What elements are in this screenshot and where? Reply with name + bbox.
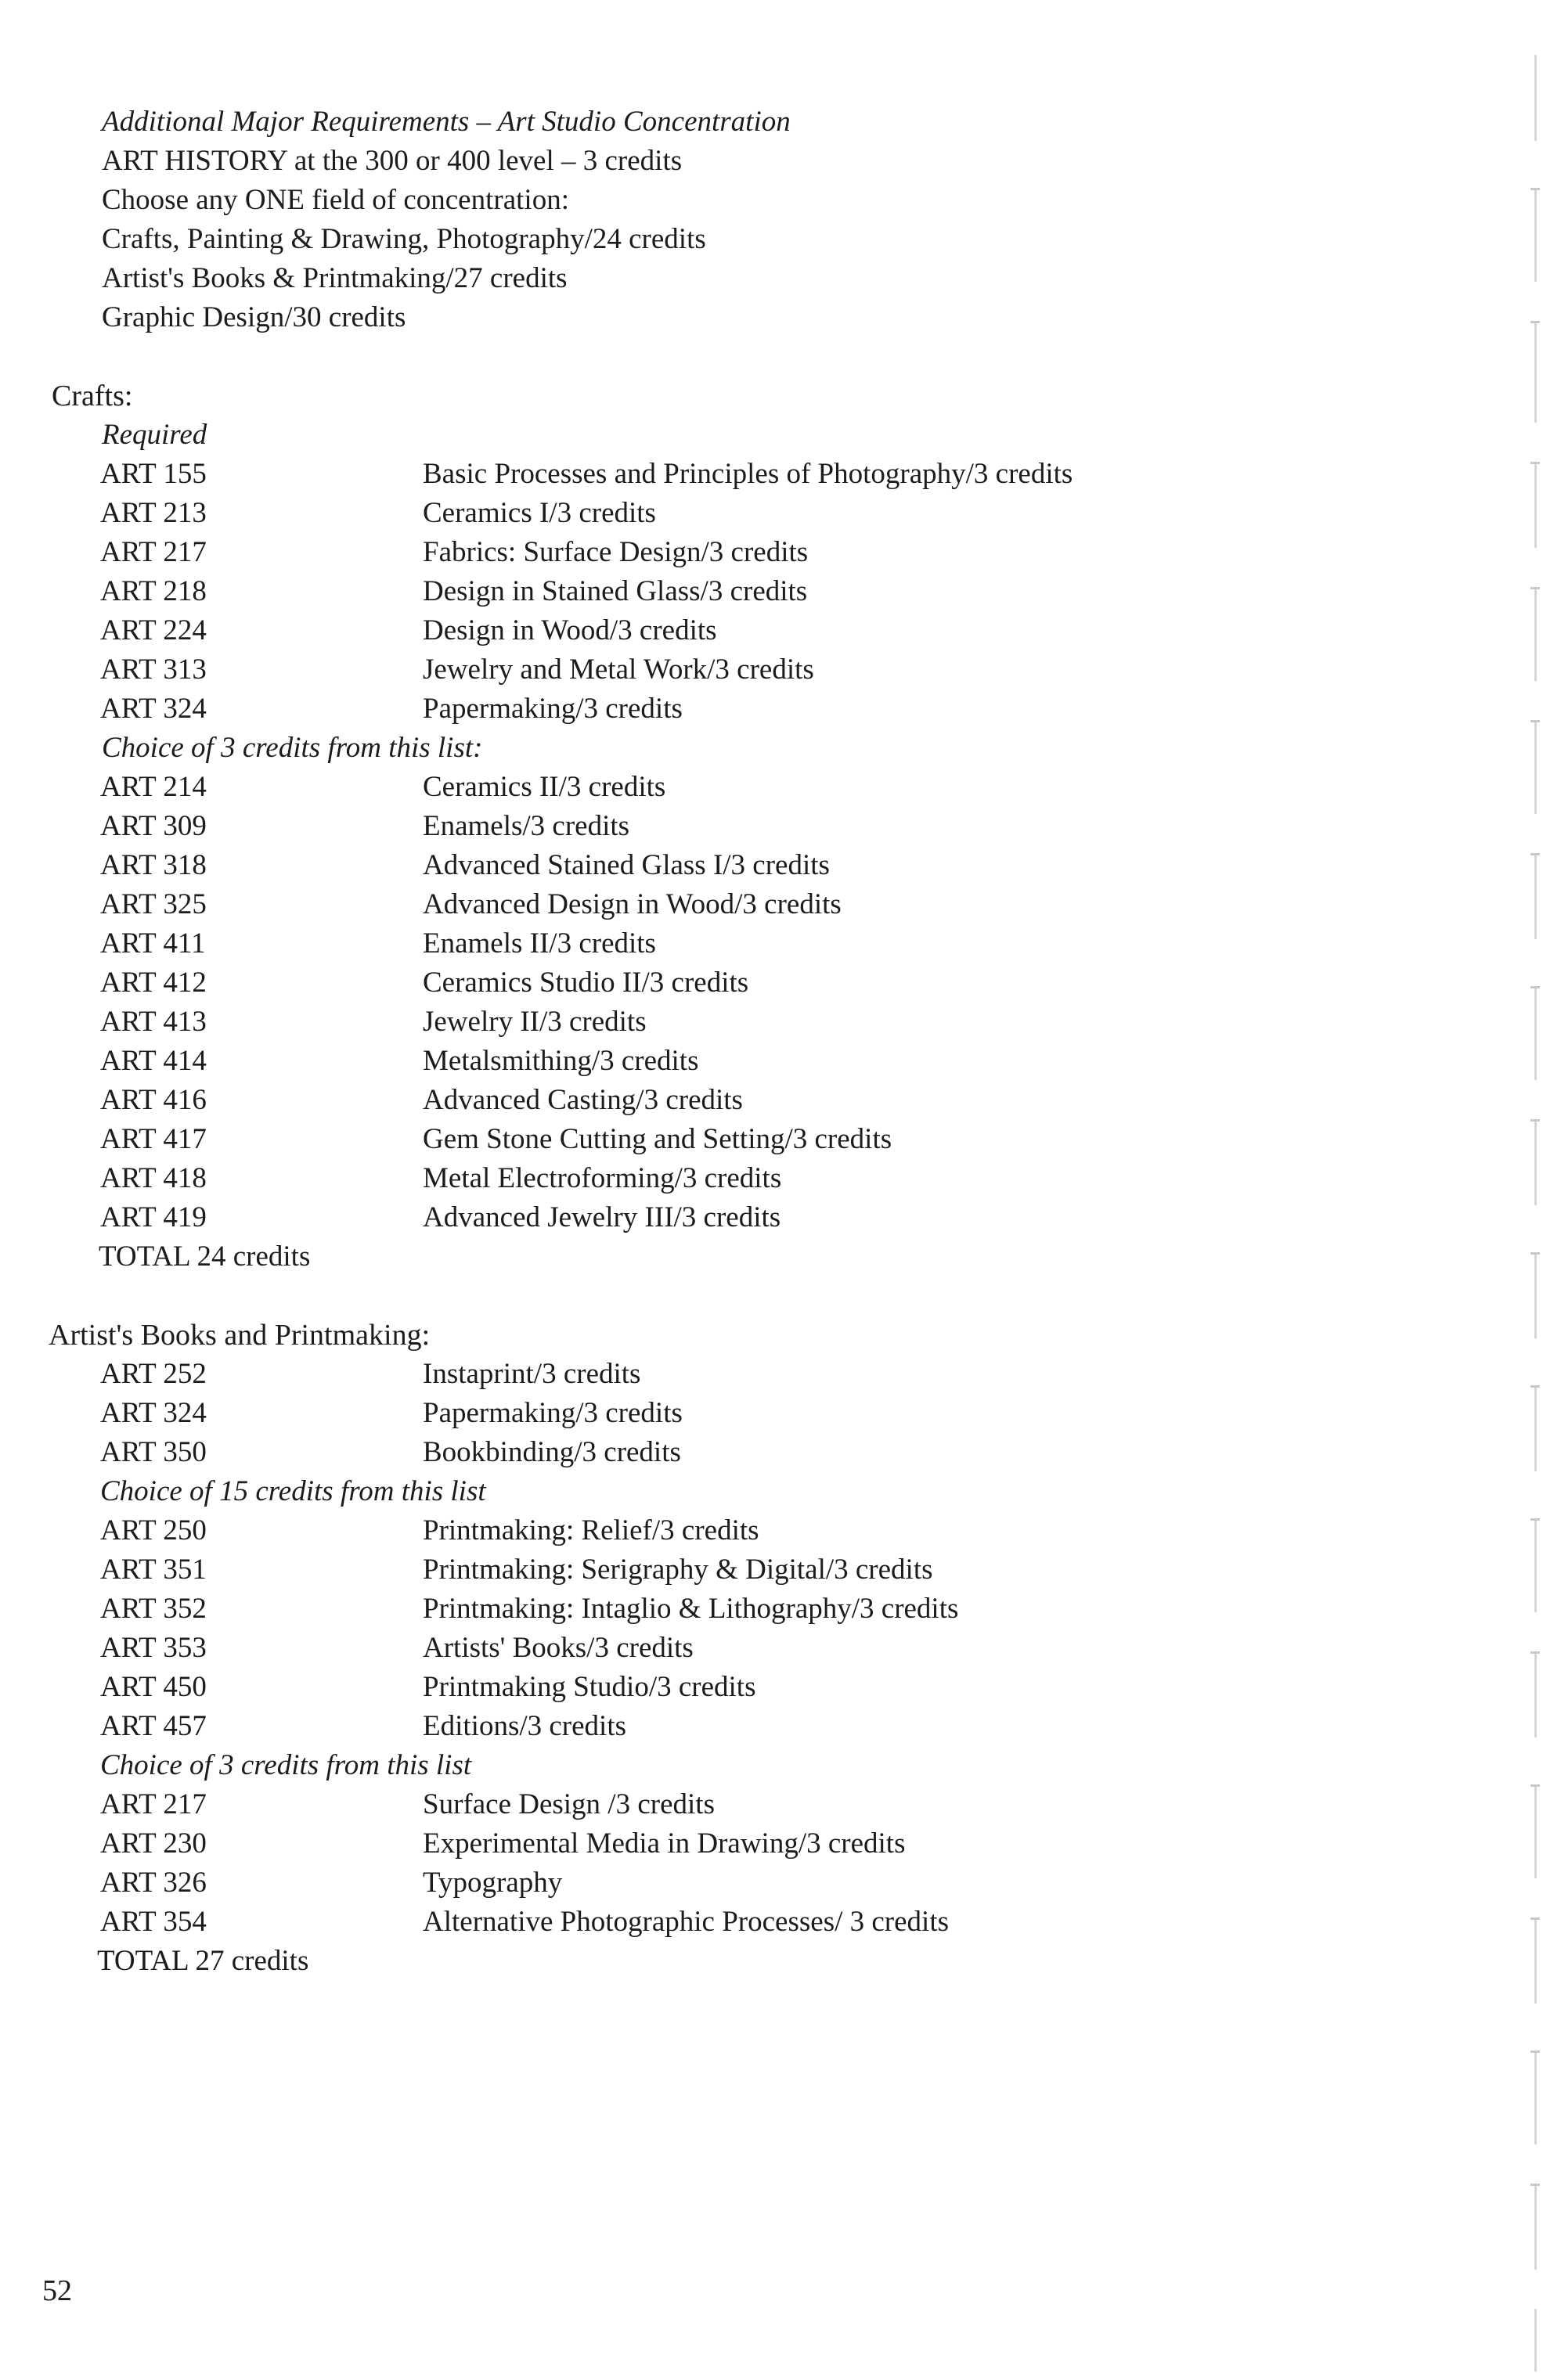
course-row: [0, 1003, 1487, 1042]
course-code: ART 250: [100, 1514, 207, 1546]
course-title: Artists' Books/3 credits: [423, 1632, 694, 1664]
course-title: Advanced Jewelry III/3 credits: [423, 1201, 781, 1233]
header-line: ART HISTORY at the 300 or 400 level – 3 credits: [102, 145, 683, 177]
scan-edge-mark: [1534, 1784, 1537, 1878]
course-title: Papermaking/3 credits: [423, 693, 683, 725]
course-title: Design in Stained Glass/3 credits: [423, 575, 808, 607]
scan-edge-tick: [1530, 2051, 1540, 2053]
artists-books-heading: Artist's Books and Printmaking:: [49, 1319, 431, 1352]
course-title: Basic Processes and Principles of Photography/3 credits: [423, 458, 1073, 490]
scan-edge-tick: [1530, 1784, 1540, 1787]
course-row: [0, 1551, 1487, 1590]
course-title: Fabrics: Surface Design/3 credits: [423, 536, 809, 568]
course-code: ART 450: [100, 1671, 207, 1703]
course-title: Typography: [423, 1867, 563, 1899]
course-code: ART 214: [100, 771, 207, 803]
course-code: ART 418: [100, 1162, 207, 1194]
header-line: Crafts, Painting & Drawing, Photography/24 credits: [102, 223, 706, 255]
course-row: [0, 1708, 1487, 1747]
course-code: ART 224: [100, 614, 207, 646]
scan-edge-tick: [1530, 2184, 1540, 2186]
course-code: ART 413: [100, 1006, 207, 1038]
course-row: [0, 1512, 1487, 1551]
course-title: Advanced Casting/3 credits: [423, 1084, 743, 1116]
crafts-heading: Crafts:: [52, 380, 133, 412]
course-title: Enamels/3 credits: [423, 810, 630, 842]
course-code: ART 411: [100, 927, 206, 960]
course-row: [0, 1395, 1487, 1434]
course-row: [0, 886, 1487, 925]
scan-edge-tick: [1530, 986, 1540, 988]
course-title: Gem Stone Cutting and Setting/3 credits: [423, 1123, 892, 1155]
course-row: [0, 1825, 1487, 1864]
course-title: Ceramics I/3 credits: [423, 497, 656, 529]
scan-edge-mark: [1534, 2051, 1537, 2144]
scan-edge-tick: [1530, 1651, 1540, 1654]
course-code: ART 213: [100, 497, 207, 529]
scan-edge-mark: [1534, 462, 1537, 548]
scan-edge-mark: [1534, 1917, 1537, 2004]
scan-edge-mark: [1534, 1651, 1537, 1737]
scan-edge-mark: [1534, 1385, 1537, 1471]
course-title: Bookbinding/3 credits: [423, 1436, 681, 1468]
course-title: Printmaking: Intaglio & Lithography/3 credits: [423, 1593, 959, 1625]
artists-books-choice2-label: Choice of 3 credits from this list: [100, 1749, 472, 1781]
course-title: Design in Wood/3 credits: [423, 614, 717, 646]
scan-edge-mark: [1534, 587, 1537, 681]
scan-edge-tick: [1530, 853, 1540, 855]
course-title: Alternative Photographic Processes/ 3 credits: [423, 1906, 949, 1938]
scan-edge-tick: [1530, 462, 1540, 464]
scan-edge-tick: [1530, 1917, 1540, 1920]
course-row: [0, 1082, 1487, 1121]
scan-edge-mark: [1534, 1252, 1537, 1338]
crafts-required-label: Required: [102, 419, 207, 451]
header-line: Artist's Books & Printmaking/27 credits: [102, 262, 568, 294]
course-row: [0, 1160, 1487, 1199]
course-code: ART 318: [100, 849, 207, 881]
course-code: ART 326: [100, 1867, 207, 1899]
artists-books-total: TOTAL 27 credits: [97, 1945, 309, 1977]
scan-edge-mark: [1534, 2309, 1537, 2371]
course-code: ART 230: [100, 1827, 207, 1860]
course-title: Metal Electroforming/3 credits: [423, 1162, 782, 1194]
course-row: [0, 1786, 1487, 1825]
course-code: ART 324: [100, 1397, 207, 1429]
course-title: Printmaking: Relief/3 credits: [423, 1514, 759, 1546]
course-title: Printmaking Studio/3 credits: [423, 1671, 756, 1703]
course-title: Papermaking/3 credits: [423, 1397, 683, 1429]
course-code: ART 457: [100, 1710, 207, 1742]
scan-edge-tick: [1530, 188, 1540, 190]
course-title: Ceramics Studio II/3 credits: [423, 967, 749, 999]
crafts-choice-label: Choice of 3 credits from this list:: [102, 732, 483, 764]
scan-edge-tick: [1530, 1119, 1540, 1122]
course-row: [0, 1903, 1487, 1943]
course-code: ART 352: [100, 1593, 207, 1625]
course-code: ART 324: [100, 693, 207, 725]
course-code: ART 309: [100, 810, 207, 842]
course-code: ART 218: [100, 575, 207, 607]
course-title: Enamels II/3 credits: [423, 927, 656, 960]
course-row: [0, 534, 1487, 573]
course-title: Editions/3 credits: [423, 1710, 626, 1742]
artists-books-choice1-label: Choice of 15 credits from this list: [100, 1475, 486, 1507]
page-number: 52: [42, 2274, 72, 2307]
course-row: [0, 1121, 1487, 1160]
course-row: [0, 651, 1487, 690]
course-code: ART 217: [100, 536, 207, 568]
scan-edge-mark: [1534, 853, 1537, 939]
course-row: [0, 495, 1487, 534]
header-line: Choose any ONE field of concentration:: [102, 184, 569, 216]
scan-edge-mark: [1534, 321, 1537, 423]
course-code: ART 412: [100, 967, 207, 999]
scan-edge-tick: [1530, 1385, 1540, 1388]
scan-edge-mark: [1534, 1119, 1537, 1205]
course-title: Advanced Design in Wood/3 credits: [423, 888, 842, 920]
course-code: ART 325: [100, 888, 207, 920]
course-code: ART 353: [100, 1632, 207, 1664]
course-row: [0, 847, 1487, 886]
course-code: ART 252: [100, 1358, 207, 1390]
course-row: [0, 612, 1487, 651]
scan-edge-mark: [1534, 1518, 1537, 1612]
course-row: [0, 1042, 1487, 1082]
course-code: ART 354: [100, 1906, 207, 1938]
scan-edge-tick: [1530, 1518, 1540, 1521]
course-code: ART 313: [100, 654, 207, 686]
scan-edge-tick: [1530, 587, 1540, 589]
course-code: ART 351: [100, 1554, 207, 1586]
header-line: Graphic Design/30 credits: [102, 301, 406, 333]
course-row: [0, 1356, 1487, 1395]
course-title: Advanced Stained Glass I/3 credits: [423, 849, 830, 881]
course-row: [0, 808, 1487, 847]
course-row: [0, 1434, 1487, 1473]
course-title: Printmaking: Serigraphy & Digital/3 credits: [423, 1554, 933, 1586]
course-row: [0, 1669, 1487, 1708]
course-row: [0, 964, 1487, 1003]
scan-edge-mark: [1534, 55, 1537, 141]
course-row: [0, 1590, 1487, 1629]
course-row: [0, 769, 1487, 808]
course-title: Experimental Media in Drawing/3 credits: [423, 1827, 906, 1860]
course-title: Jewelry II/3 credits: [423, 1006, 647, 1038]
crafts-total: TOTAL 24 credits: [99, 1240, 311, 1273]
course-row: [0, 925, 1487, 964]
course-code: ART 155: [100, 458, 207, 490]
scan-edge-mark: [1534, 720, 1537, 814]
scan-edge-mark: [1534, 2184, 1537, 2270]
scan-edge-tick: [1530, 321, 1540, 323]
course-title: Metalsmithing/3 credits: [423, 1045, 699, 1077]
course-title: Ceramics II/3 credits: [423, 771, 666, 803]
scan-edge-tick: [1530, 1252, 1540, 1255]
course-code: ART 350: [100, 1436, 207, 1468]
course-code: ART 419: [100, 1201, 207, 1233]
course-row: [0, 455, 1487, 495]
course-title: Surface Design /3 credits: [423, 1788, 715, 1820]
course-row: [0, 1864, 1487, 1903]
course-code: ART 417: [100, 1123, 207, 1155]
course-title: Jewelry and Metal Work/3 credits: [423, 654, 814, 686]
course-code: ART 416: [100, 1084, 207, 1116]
course-row: [0, 573, 1487, 612]
scan-edge-mark: [1534, 986, 1537, 1080]
requirements-title: Additional Major Requirements – Art Studio Concentration: [102, 106, 791, 138]
scan-edge-mark: [1534, 188, 1537, 282]
course-row: [0, 690, 1487, 729]
course-row: [0, 1199, 1487, 1238]
course-code: ART 217: [100, 1788, 207, 1820]
course-row: [0, 1629, 1487, 1669]
course-title: Instaprint/3 credits: [423, 1358, 641, 1390]
scan-edge-tick: [1530, 720, 1540, 722]
course-code: ART 414: [100, 1045, 207, 1077]
